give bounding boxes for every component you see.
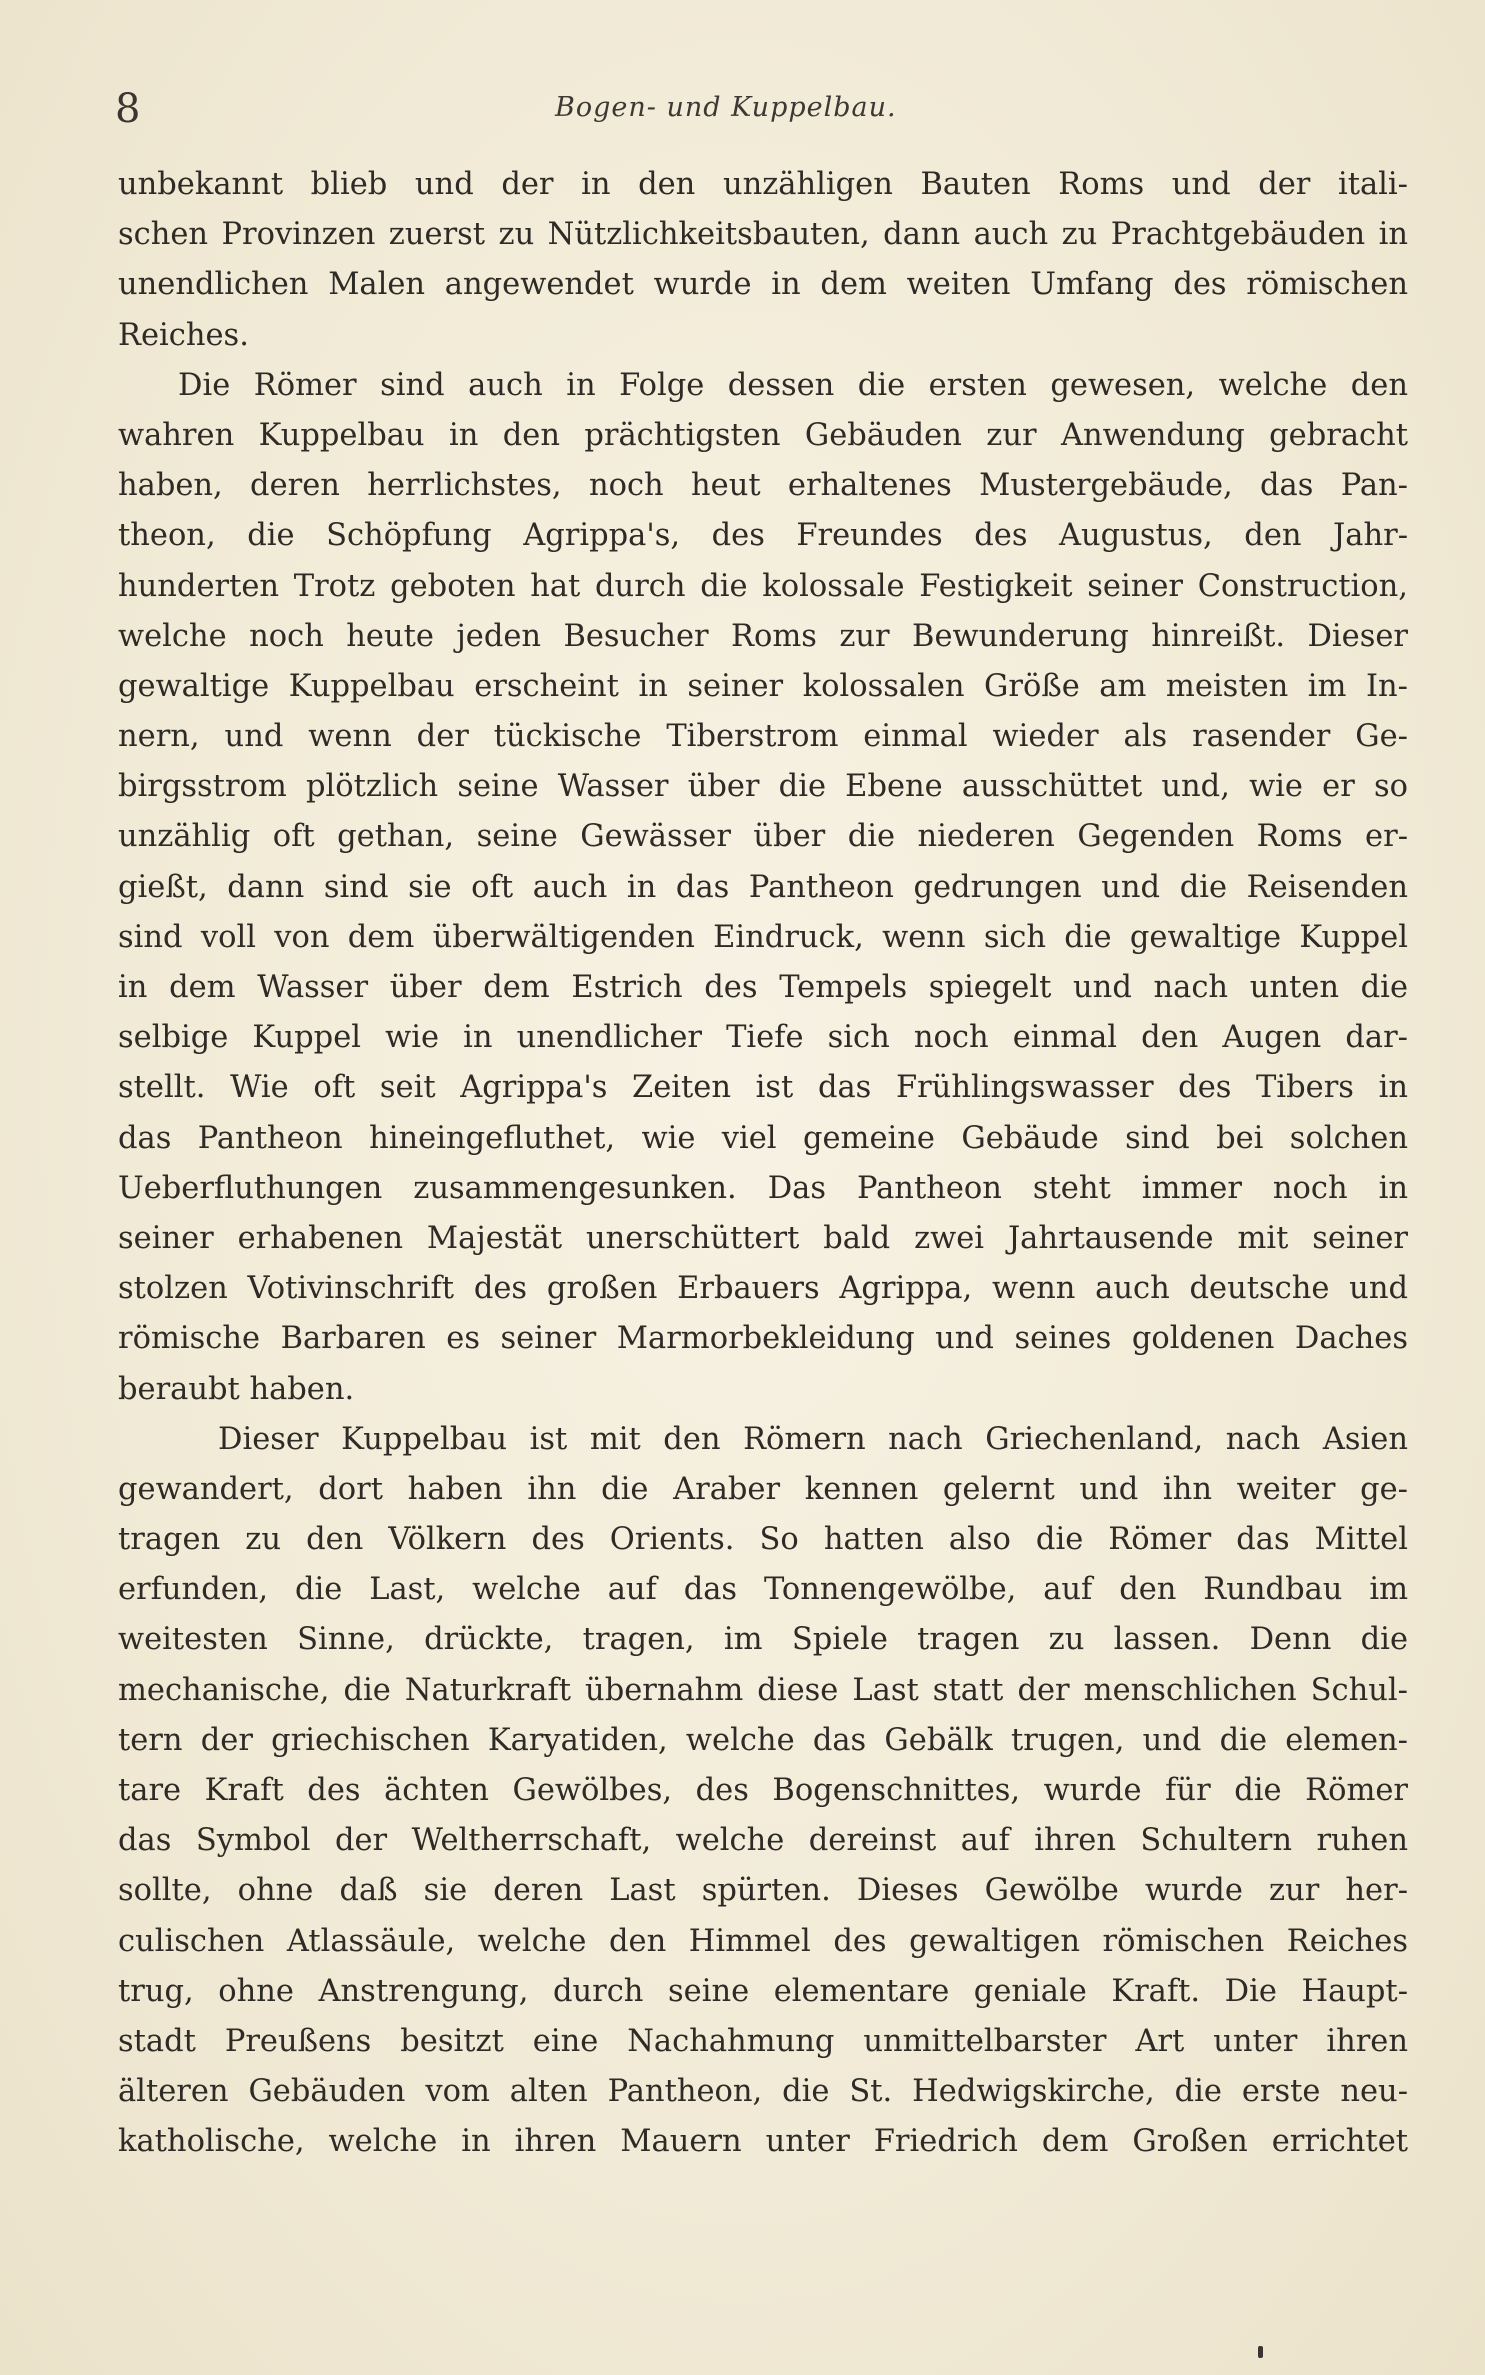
text-line: birgsstrom plötzlich seine Wasser über die Ebene ausschüttet und, wie er so [118,769,1408,805]
text-line: beraubt haben. [118,1371,355,1407]
text-line: schen Provinzen zuerst zu Nützlichkeitsbauten, dann auch zu Prachtgebäuden in [118,217,1408,253]
ink-mark [1258,2346,1263,2358]
text-line: älteren Gebäuden vom alten Pantheon, die St. Hedwigskirche, die erste neu- [118,2074,1408,2110]
text-line: tragen zu den Völkern des Orients. So hatten also die Römer das Mittel [118,1522,1408,1558]
page-number: 8 [115,86,141,132]
text-line: welche noch heute jeden Besucher Roms zur Bewunderung hinreißt. Dieser [118,618,1408,654]
text-line: gewaltige Kuppelbau erscheint in seiner kolossalen Größe am meisten im In- [118,668,1408,704]
text-line: nern, und wenn der tückische Tiberstrom einmal wieder als rasender Ge- [118,719,1408,755]
text-line: tare Kraft des ächten Gewölbes, des Bogenschnittes, wurde für die Römer [118,1773,1408,1808]
running-head: Bogen- und Kuppelbau. [555,92,897,123]
text-line: unzählig oft gethan, seine Gewässer über die niederen Gegenden Roms er- [118,819,1408,855]
text-line: selbige Kuppel wie in unendlicher Tiefe sich noch einmal den Augen dar- [118,1020,1408,1056]
text-line: gewandert, dort haben ihn die Araber kennen gelernt und ihn weiter ge- [118,1471,1408,1507]
text-line: theon, die Schöpfung Agrippa's, des Freundes des Augustus, den Jahr- [118,518,1408,554]
text-line: stellt. Wie oft seit Agrippa's Zeiten ist das Frühlingswasser des Tibers in [118,1070,1408,1106]
text-line: unendlichen Malen angewendet wurde in dem weiten Umfang des römischen [118,267,1408,303]
text-line: seiner erhabenen Majestät unerschüttert bald zwei Jahrtausende mit seiner [118,1220,1408,1256]
text-line: Ueberfluthungen zusammengesunken. Das Pantheon steht immer noch in [118,1170,1408,1206]
text-line: sind voll von dem überwältigenden Eindruck, wenn sich die gewaltige Kuppel [118,919,1408,955]
text-line: erfunden, die Last, welche auf das Tonnengewölbe, auf den Rundbau im [118,1572,1408,1608]
text-line: gießt, dann sind sie oft auch in das Pantheon gedrungen und die Reisenden [118,869,1408,905]
text-line: Reiches. [118,317,249,353]
text-line: römische Barbaren es seiner Marmorbekleidung und seines goldenen Daches [118,1321,1408,1357]
text-line: wahren Kuppelbau in den prächtigsten Gebäuden zur Anwendung gebracht [118,417,1408,453]
text-line: katholische, welche in ihren Mauern unter Friedrich dem Großen errichtet [118,2124,1408,2160]
text-line: unbekannt blieb und der in den unzähligen Bauten Roms und der itali- [118,167,1408,202]
text-line: mechanische, die Naturkraft übernahm diese Last statt der menschlichen Schul- [118,1672,1408,1708]
text-line: in dem Wasser über dem Estrich des Tempels spiegelt und nach unten die [118,970,1408,1005]
text-line: das Pantheon hineingefluthet, wie viel gemeine Gebäude sind bei solchen [118,1120,1408,1156]
paragraph-start-line: Die Römer sind auch in Folge dessen die ersten gewesen, welche den [178,367,1408,403]
text-line: hunderten Trotz geboten hat durch die kolossale Festigkeit seiner Construction, [118,568,1408,604]
page-header [115,78,1405,138]
text-line: stadt Preußens besitzt eine Nachahmung unmittelbarster Art unter ihren [118,2023,1408,2059]
text-line: weitesten Sinne, drückte, tragen, im Spiele tragen zu lassen. Denn die [118,1622,1408,1658]
text-line: stolzen Votivinschrift des großen Erbauers Agrippa, wenn auch deutsche und [118,1271,1408,1307]
body-text [118,160,1408,2168]
text-line: das Symbol der Weltherrschaft, welche dereinst auf ihren Schultern ruhen [118,1823,1408,1859]
text-line: culischen Atlassäule, welche den Himmel des gewaltigen römischen Reiches [118,1923,1408,1959]
text-line: haben, deren herrlichstes, noch heut erhaltenes Mustergebäude, das Pan- [118,468,1408,504]
text-line: sollte, ohne daß sie deren Last spürten. Dieses Gewölbe wurde zur her- [118,1873,1408,1909]
text-line: trug, ohne Anstrengung, durch seine elementare geniale Kraft. Die Haupt- [118,1973,1408,2009]
text-line: tern der griechischen Karyatiden, welche das Gebälk trugen, und die elemen- [118,1722,1408,1758]
paragraph-start-line: Dieser Kuppelbau ist mit den Römern nach Griechenland, nach Asien [218,1421,1408,1457]
